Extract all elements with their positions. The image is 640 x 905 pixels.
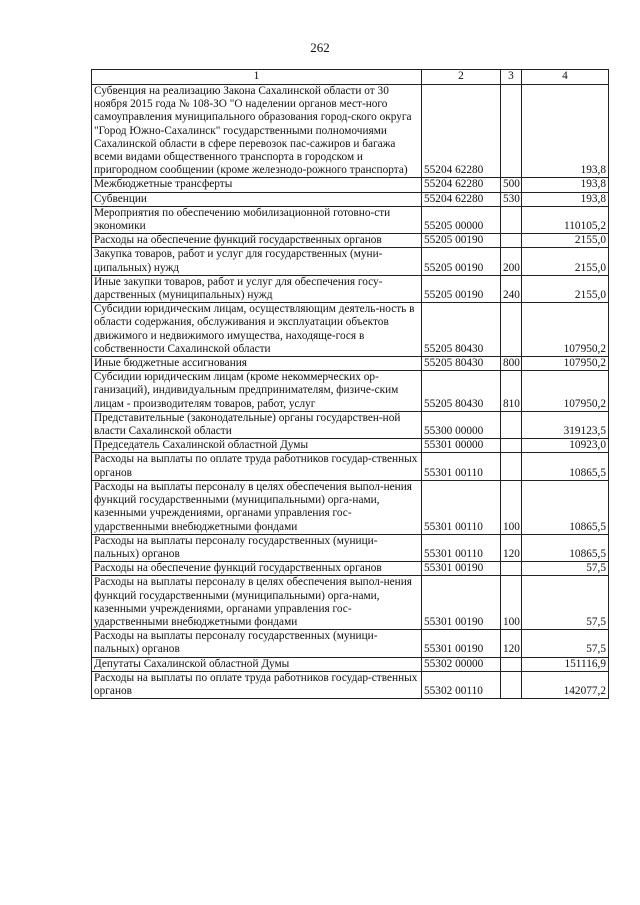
- table-row: [92, 178, 609, 192]
- row-expense-type: 800: [501, 357, 522, 371]
- row-amount: 107950,2: [522, 357, 609, 371]
- row-amount: 193,8: [522, 178, 609, 192]
- row-expense-type: 240: [501, 275, 522, 302]
- row-amount: 151116,9: [522, 657, 609, 671]
- row-amount: 193,8: [522, 85, 609, 178]
- header-col-2: 2: [422, 70, 501, 85]
- row-expense-type: [501, 303, 522, 357]
- row-expense-type: [501, 671, 522, 698]
- row-code: 55205 80430: [422, 357, 501, 371]
- row-name: Расходы на выплаты персоналу в целях обеспечения выпол-нения функций государственными (муниципальными) орга-нами, казенными учреждениями, органами управления гос-ударственными внебюджетными фондами: [92, 480, 422, 534]
- row-expense-type: [501, 453, 522, 480]
- row-name: Иные закупки товаров, работ и услуг для обеспечения госу-дарственных (муниципальных) нужд: [92, 275, 422, 302]
- row-code: 55301 00000: [422, 439, 501, 453]
- row-name: Иные бюджетные ассигнования: [92, 357, 422, 371]
- row-name: Депутаты Сахалинской областной Думы: [92, 657, 422, 671]
- row-name: Расходы на выплаты персоналу государственных (муници-пальных) органов: [92, 534, 422, 561]
- table-row: [92, 234, 609, 248]
- row-amount: 10865,5: [522, 453, 609, 480]
- table-row: [92, 534, 609, 561]
- row-amount: 10865,5: [522, 480, 609, 534]
- row-code: 55301 00190: [422, 630, 501, 657]
- row-expense-type: [501, 657, 522, 671]
- row-code: 55204 62280: [422, 192, 501, 206]
- row-amount: 57,5: [522, 576, 609, 630]
- header-col-3: 3: [501, 70, 522, 85]
- row-name: Расходы на выплаты персоналу государственных (муници-пальных) органов: [92, 630, 422, 657]
- row-code: 55204 62280: [422, 85, 501, 178]
- row-amount: 107950,2: [522, 303, 609, 357]
- table-row: [92, 630, 609, 657]
- table-row: [92, 411, 609, 438]
- row-code: 55205 00190: [422, 275, 501, 302]
- row-name: Субсидии юридическим лицам, осуществляющим деятель-ность в области содержания, обслуживания и эксплуатации объектов движимого и недвижимого имущества, находяще-гося в собственности Сахалинской области: [92, 303, 422, 357]
- row-name: Субсидии юридическим лицам (кроме некоммерческих ор-ганизаций), индивидуальным предпринимателям, физиче-ским лицам - производителям товаров, работ, услуг: [92, 371, 422, 412]
- row-code: 55205 80430: [422, 371, 501, 412]
- table-row: [92, 303, 609, 357]
- header-col-4: 4: [522, 70, 609, 85]
- row-name: Мероприятия по обеспечению мобилизационной готовно-сти экономики: [92, 206, 422, 233]
- row-expense-type: 500: [501, 178, 522, 192]
- table-row: [92, 248, 609, 275]
- row-amount: 142077,2: [522, 671, 609, 698]
- row-name: Расходы на выплаты персоналу в целях обеспечения выпол-нения функций государственными (муниципальными) орга-нами, казенными учреждениями, органами управления гос-ударственными внебюджетными фондами: [92, 576, 422, 630]
- table-row: [92, 671, 609, 698]
- row-amount: 2155,0: [522, 248, 609, 275]
- row-name: Председатель Сахалинской областной Думы: [92, 439, 422, 453]
- row-code: 55204 62280: [422, 178, 501, 192]
- row-name: Закупка товаров, работ и услуг для государственных (муни-ципальных) нужд: [92, 248, 422, 275]
- row-amount: 57,5: [522, 630, 609, 657]
- row-name: Субвенция на реализацию Закона Сахалинской области от 30 ноября 2015 года № 108-ЗО "О наделении органов мест-ного самоуправления муниципального образования город-ского округа "Город Южно-Сахалинск" государственными полномочиями Сахалинской области в сфере перевозок пас-сажиров и багажа всеми видами общественного транспорта в городском и пригородном сообщении (кроме железнодо-рожного транспорта): [92, 85, 422, 178]
- row-amount: 2155,0: [522, 275, 609, 302]
- table-row: [92, 657, 609, 671]
- row-code: 55301 00110: [422, 480, 501, 534]
- row-code: 55302 00110: [422, 671, 501, 698]
- row-name: Расходы на обеспечение функций государственных органов: [92, 234, 422, 248]
- row-amount: 10923,0: [522, 439, 609, 453]
- row-amount: 319123,5: [522, 411, 609, 438]
- row-name: Субвенции: [92, 192, 422, 206]
- row-amount: 193,8: [522, 192, 609, 206]
- row-name: Расходы на выплаты по оплате труда работников государ-ственных органов: [92, 453, 422, 480]
- table-row: [92, 453, 609, 480]
- page-number: 262: [310, 40, 330, 55]
- row-code: 55205 00190: [422, 248, 501, 275]
- row-code: 55301 00110: [422, 453, 501, 480]
- row-amount: 57,5: [522, 562, 609, 576]
- row-amount: 2155,0: [522, 234, 609, 248]
- row-expense-type: 120: [501, 630, 522, 657]
- row-code: 55301 00190: [422, 562, 501, 576]
- table-row: [92, 206, 609, 233]
- header-col-1: 1: [92, 70, 422, 85]
- row-expense-type: 810: [501, 371, 522, 412]
- table-row: [92, 562, 609, 576]
- row-expense-type: [501, 234, 522, 248]
- table-row: [92, 357, 609, 371]
- row-code: 55205 80430: [422, 303, 501, 357]
- row-name: Межбюджетные трансферты: [92, 178, 422, 192]
- row-code: 55302 00000: [422, 657, 501, 671]
- row-expense-type: 120: [501, 534, 522, 561]
- table-row: [92, 439, 609, 453]
- row-expense-type: [501, 85, 522, 178]
- row-name: Расходы на обеспечение функций государственных органов: [92, 562, 422, 576]
- row-expense-type: [501, 206, 522, 233]
- row-expense-type: [501, 411, 522, 438]
- row-expense-type: 200: [501, 248, 522, 275]
- table-row: [92, 576, 609, 630]
- table-header: [92, 70, 609, 85]
- table-row: [92, 275, 609, 302]
- row-expense-type: 100: [501, 480, 522, 534]
- row-code: 55300 00000: [422, 411, 501, 438]
- budget-table: [91, 69, 609, 699]
- row-expense-type: [501, 562, 522, 576]
- table-row: [92, 192, 609, 206]
- row-amount: 10865,5: [522, 534, 609, 561]
- row-expense-type: [501, 439, 522, 453]
- table-row: [92, 480, 609, 534]
- header-row: [92, 70, 609, 85]
- row-amount: 110105,2: [522, 206, 609, 233]
- row-name: Представительные (законодательные) органы государствен-ной власти Сахалинской области: [92, 411, 422, 438]
- row-name: Расходы на выплаты по оплате труда работников государ-ственных органов: [92, 671, 422, 698]
- row-code: 55205 00190: [422, 234, 501, 248]
- row-code: 55205 00000: [422, 206, 501, 233]
- row-expense-type: 100: [501, 576, 522, 630]
- row-amount: 107950,2: [522, 371, 609, 412]
- table-row: [92, 85, 609, 178]
- row-code: 55301 00110: [422, 534, 501, 561]
- row-expense-type: 530: [501, 192, 522, 206]
- row-code: 55301 00190: [422, 576, 501, 630]
- table-row: [92, 371, 609, 412]
